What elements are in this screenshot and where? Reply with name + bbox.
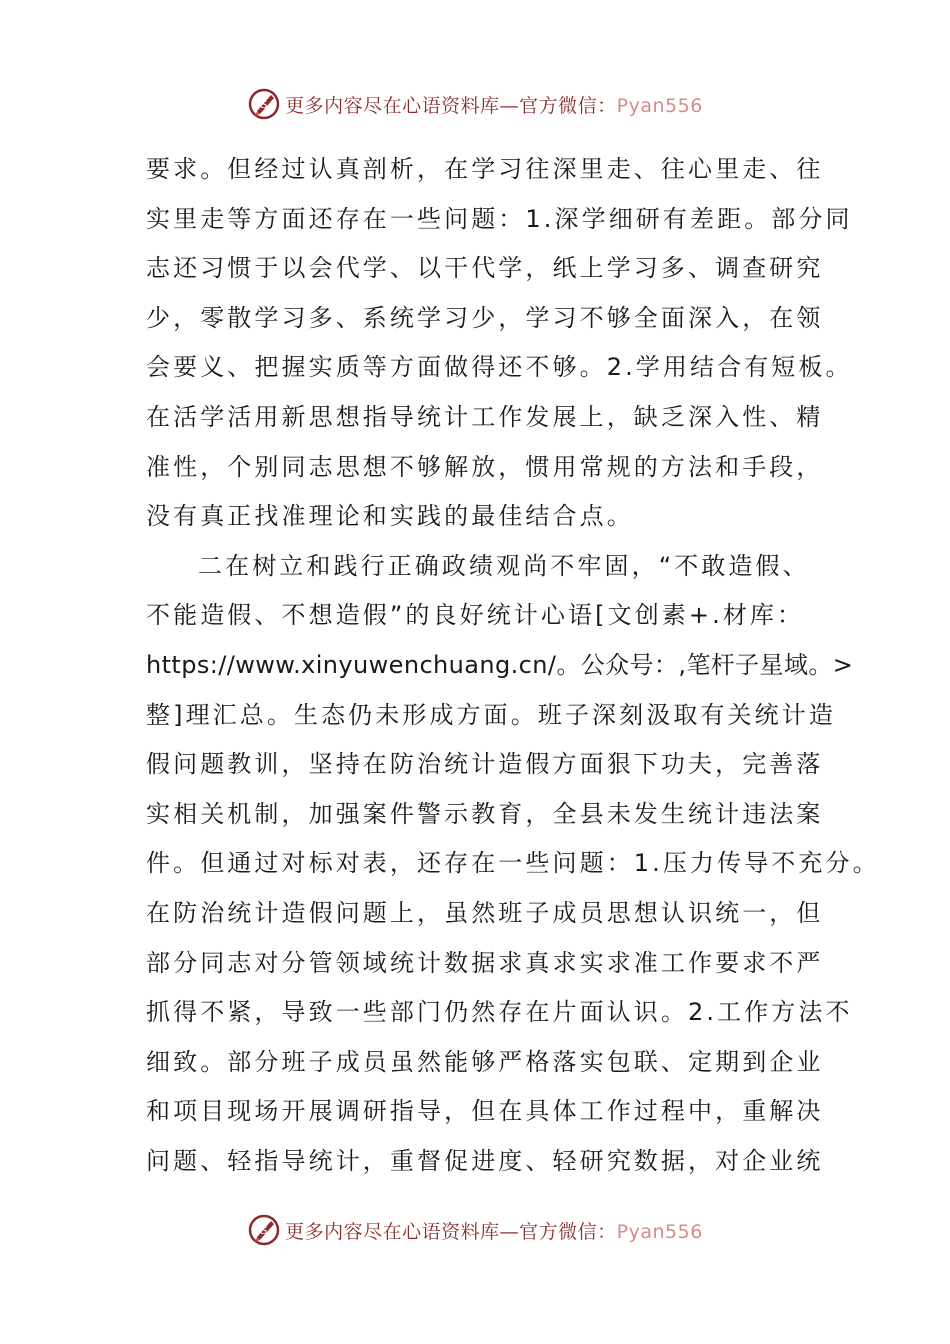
text-line: 准性，个别同志思想不够解放，惯用常规的方法和手段， (146, 452, 824, 481)
footer-banner (0, 1210, 950, 1250)
text-line: 抓得不紧，导致一些部门仍然存在片面认识。2.工作方法不 (146, 998, 853, 1027)
text-line: 在活学活用新思想指导统计工作发展上，缺乏深入性、精 (146, 402, 824, 431)
svg-text:S: S (260, 98, 268, 111)
text-line: https://www.xinyuwenchuang.cn/。公众号：,笔杆子星域。> (146, 650, 854, 679)
document-body (146, 145, 880, 1186)
text-line: 少，零散学习多、系统学习少，学习不够全面深入，在领 (146, 303, 824, 332)
text-line: 整]理汇总。生态仍未形成方面。班子深刻汲取有关统计造 (146, 700, 836, 729)
text-line: 假问题教训，坚持在防治统计造假方面狠下功夫，完善落 (146, 750, 824, 779)
text-line: 会要义、把握实质等方面做得还不够。2.学用结合有短板。 (146, 353, 853, 382)
text-line: 实相关机制，加强案件警示教育，全县未发生统计违法案 (146, 799, 824, 828)
text-line: 和项目现场开展调研指导，但在具体工作过程中，重解决 (146, 1097, 824, 1126)
pen-logo-icon (247, 1213, 281, 1247)
text-line: 细致。部分班子成员虽然能够严格落实包联、定期到企业 (146, 1047, 824, 1076)
text-line: 问题、轻指导统计，重督促进度、轻研究数据，对企业统 (146, 1146, 824, 1175)
text-line: 二在树立和践行正确政绩观尚不牢固，“不敢造假、 (198, 551, 810, 580)
text-line: 实里走等方面还存在一些问题：1.深学细研有差距。部分同 (146, 204, 853, 233)
svg-text:S: S (260, 1224, 268, 1237)
text-line: 不能造假、不想造假”的良好统计心语[文创素+.材库： (146, 601, 805, 630)
header-banner (0, 84, 950, 124)
pen-logo-icon (247, 87, 281, 121)
text-line: 要求。但经过认真剖析，在学习往深里走、往心里走、往 (146, 155, 824, 183)
text-line: 部分同志对分管领域统计数据求真求实求准工作要求不严 (146, 948, 824, 977)
text-line: 志还习惯于以会代学、以干代学，纸上学习多、调查研究 (146, 254, 824, 283)
banner-text: 更多内容尽在心语资料库—官方微信：Pyan556 (285, 1220, 703, 1243)
text-line: 在防治统计造假问题上，虽然班子成员思想认识统一，但 (146, 898, 824, 927)
text-line: 没有真正找准理论和实践的最佳结合点。 (146, 502, 634, 531)
banner-text: 更多内容尽在心语资料库—官方微信：Pyan556 (285, 94, 703, 117)
text-line: 件。但通过对标对表，还存在一些问题：1.压力传导不充分。 (146, 849, 880, 878)
